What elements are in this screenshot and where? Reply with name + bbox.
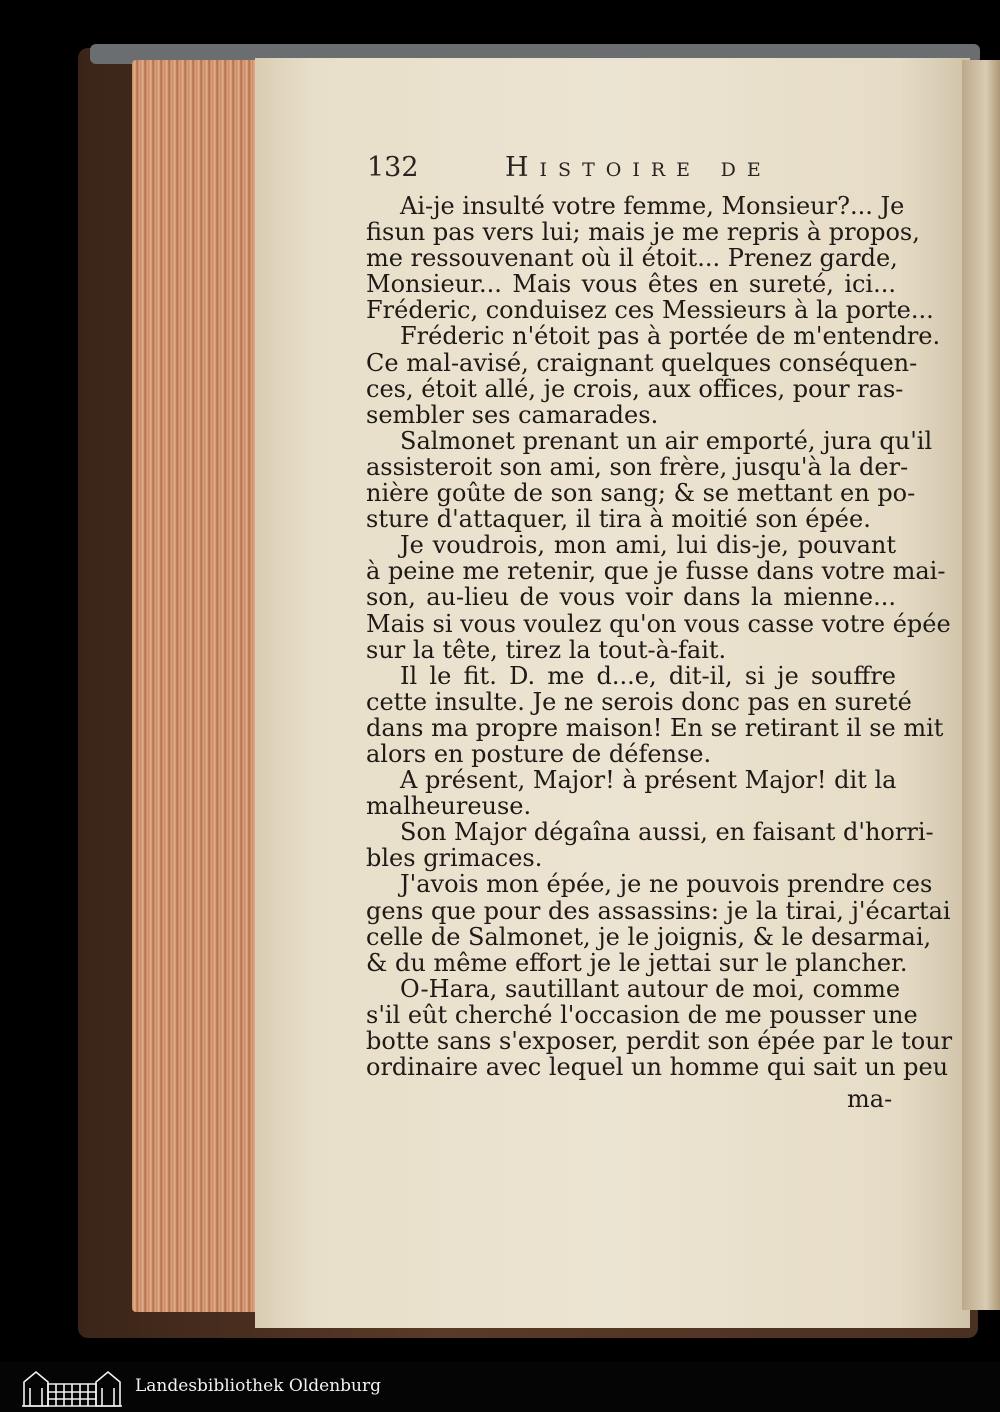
page-number: 132 <box>367 152 419 183</box>
text-line: sture d'attaquer, il tira à moitié son épée. <box>366 505 871 534</box>
text-line: fisun pas vers lui; mais je me repris à propos, <box>366 218 920 247</box>
text-line: A présent, Major! à présent Major! dit la <box>400 766 897 795</box>
text-line: botte sans s'exposer, perdit son épée par le tour <box>366 1027 953 1055</box>
text-line: nière goûte de son sang; & se mettant en po- <box>366 479 916 508</box>
footer-bar <box>0 1362 1000 1412</box>
text-line: celle de Salmonet, je le joignis, & le desarmai, <box>366 922 932 951</box>
text-line: Il le fit. D. me d...e, dit-il, si je souffre <box>400 661 896 690</box>
text-line: Fréderic, conduisez ces Messieurs à la porte... <box>366 296 934 325</box>
text-line: cette insulte. Je ne serois donc pas en sureté <box>366 687 912 716</box>
text-line: Je voudrois, mon ami, lui dis-je, pouvant <box>400 531 896 560</box>
text-line: Ce mal-avisé, craignant quelques conséquen- <box>366 348 918 377</box>
text-line: Ai-je insulté votre femme, Monsieur?... Je <box>400 192 905 220</box>
text-line: sur la tête, tirez la tout-à-fait. <box>366 635 727 664</box>
text-line: J'avois mon épée, je ne pouvois prendre ces <box>400 870 933 899</box>
text-line: alors en posture de défense. <box>366 739 712 768</box>
text-line: dans ma propre maison! En se retirant il se mit <box>366 713 944 742</box>
text-line: son, au-lieu de vous voir dans la mienne... <box>366 583 896 612</box>
page-edges <box>132 60 262 1312</box>
facing-page-edge <box>962 60 1000 1310</box>
text-line: Monsieur... Mais vous êtes en sureté, ici... <box>366 270 896 299</box>
text-line: s'il eût cherché l'occasion de me pousser une <box>366 1000 918 1029</box>
page-header <box>367 152 897 188</box>
catchword: ma- <box>847 1085 893 1113</box>
text-line: ces, étoit allé, je crois, aux offices, pour ras- <box>366 374 904 403</box>
text-line: Fréderic n'étoit pas à portée de m'entendre. <box>400 322 941 351</box>
page-text <box>366 192 953 1082</box>
text-line: Mais si vous voulez qu'on vous casse votre épée <box>366 609 951 638</box>
text-line: assisteroit son ami, son frère, jusqu'à la der- <box>366 452 909 481</box>
text-line: ordinaire avec lequel un homme qui sait un peu <box>366 1053 949 1082</box>
text-line: bles grimaces. <box>366 844 543 873</box>
text-line: Son Major dégaîna aussi, en faisant d'horri- <box>400 818 934 847</box>
running-head: Histoire de <box>505 152 772 183</box>
library-name: Landesbibliothek Oldenburg <box>135 1376 382 1396</box>
text-line: Salmonet prenant un air emporté, jura qu'il <box>400 426 933 455</box>
text-line: sembler ses camarades. <box>366 400 659 429</box>
text-line: me ressouvenant où il étoit... Prenez garde, <box>366 244 898 273</box>
text-line: O-Hara, sautillant autour de moi, comme <box>400 974 901 1003</box>
text-line: & du même effort je le jettai sur le plancher. <box>366 948 908 977</box>
text-line: gens que pour des assassins: je la tirai, j'écartai <box>366 896 951 925</box>
text-line: malheureuse. <box>366 792 532 821</box>
library-building-logo-icon <box>22 1366 122 1408</box>
text-line: à peine me retenir, que je fusse dans votre mai- <box>366 557 946 586</box>
